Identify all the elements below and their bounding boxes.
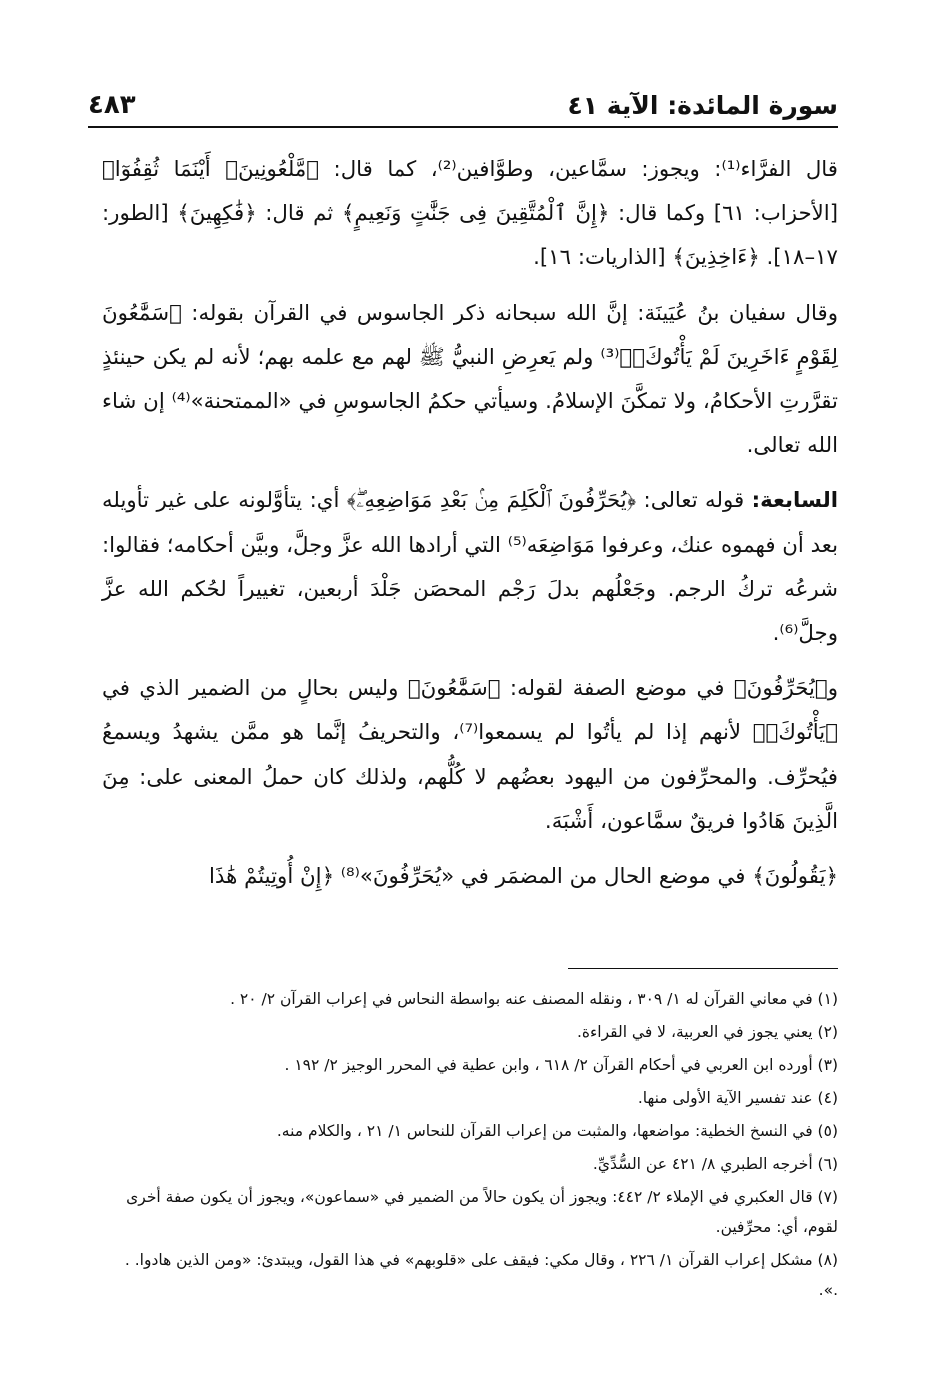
footnotes [102,984,838,1308]
paragraph-seventh-text: قوله تعالى: ﴿يُحَرِّفُونَ ٱلْكَلِمَ مِنۢ بَعْدِ مَوَاضِعِهِۦۖ﴾ أي: يتأوَّلونه على غير تأويله بعد أن فهموه عنك، وعرفوا مَوَاضِعَه⁽⁵⁾ التي أرادها الله عزَّ وجلَّ، وبيَّن أحكامه؛ فقالوا: شرعُه تركُ الرجم. وجَعْلُهم بدلَ رَجْم المحصَن جَلْدَ أربعين، تغييراً لحُكم الله عزَّ وجلَّ⁽⁶⁾. [102,488,838,647]
page-header [88,76,838,128]
paragraph-farra: قال الفرَّاء⁽¹⁾: ويجوز: سمَّاعين، وطوَّافين⁽²⁾، كما قال: ﴿مَّلْعُونِينَۖ أَيْنَمَا ثُقِفُوٓا﴾ [الأحزاب: ٦١] وكما قال: ﴿إِنَّ ٱلْمُتَّقِينَ فِى جَنَّٰتٍ وَنَعِيمٍ﴾ ثم قال: ﴿فَٰكِهِينَ﴾ [الطور: ١٧–١٨]. ﴿ءَاخِذِينَ﴾ [الذاريات: ١٦]. [102,157,839,271]
footnote-6: (٦) أخرجه الطبري ٨/ ٤٢١ عن السُّدِّيِّ. [592,1155,838,1173]
paragraph-sufyan: وقال سفيان بنُ عُيَينَة: إنَّ الله سبحانه ذكر الجاسوس في القرآن بقوله: ﴿سَمَّٰعُونَ لِقَوْمٍ ءَاخَرِينَ لَمْ يَأْتُوكَۖ﴾⁽³⁾ ولم يَعرِضِ النبيُّ ﷺ لهم مع علمه بهم؛ لأنه لم يكن حينئذٍ تقرَّرتِ الأحكامُ، ولا تمكَّنَ الإسلامُ. وسيأتي حكمُ الجاسوسِ في «الممتحنة»⁽⁴⁾ إن شاء الله تعالى. [102,300,838,459]
footnote-5: (٥) في النسخ الخطية: مواضعها، والمثبت من إعراب القرآن للنحاس ١/ ٢١ ، والكلام منه. [276,1122,838,1140]
running-title: سورة المائدة: الآية ٤١ [567,91,838,120]
section-label: السابعة: [751,488,838,514]
paragraph-yuharrifun: و﴿يُحَرِّفُونَ﴾ في موضع الصفة لقوله: ﴿سَمَّٰعُونَ﴾ وليس بحالٍ من الضمير الذي في ﴿يَأْتُوكَۖ﴾ لأنهم إذا لم يأتُوا لم يسمعوا⁽⁷⁾، والتحريفُ إنَّما هو ممَّن يشهدُ ويسمعُ فيُحرِّف. والمحرِّفون من اليهود بعضُهم لا كُلُّهم، ولذلك كان حملُ المعنى على: مِنَ الَّذِينَ هَادُوا فريقٌ سمَّاعون، أَشْبَهَ. [102,676,838,834]
footnote-7: (٧) قال العكبري في الإملاء ٢/ ٤٤٢: ويجوز أن يكون حالاً من الضمير في «سماعون»، ويجوز أن يكون صفة أخرى لقوم، أي: محرِّفين. [126,1188,838,1236]
paragraph-seventh [102,479,838,656]
footnote-8: (٨) مشكل إعراب القرآن ١/ ٢٢٦ ، وقال مكي: فيقف على «قلوبهم» في هذا القول، ويبتدئ: «ومن الذين هادوا. . .». [124,1251,838,1299]
footnote-divider [568,968,838,969]
footnote-2: (٢) يعني يجوز في العربية، لا في القراءة. [576,1023,838,1041]
footnote-3: (٣) أورده ابن العربي في أحكام القرآن ٢/ ٦١٨ ، وابن عطية في المحرر الوجيز ٢/ ١٩٢ . [284,1056,838,1074]
main-text [102,148,838,910]
page-number: ٤٨٣ [88,90,136,120]
footnote-1: (١) في معاني القرآن له ١/ ٣٠٩ ، ونقله المصنف عنه بواسطة النحاس في إعراب القرآن ٢/ ٢٠ . [230,990,838,1008]
footnote-4: (٤) عند تفسير الآية الأولى منها. [637,1089,838,1107]
paragraph-yaqulun: ﴿يَقُولُونَ﴾ في موضع الحال من المضمَر في «يُحَرِّفُونَ»⁽⁸⁾ ﴿إِنْ أُوتِيتُمْ هَٰذَا [208,864,838,890]
